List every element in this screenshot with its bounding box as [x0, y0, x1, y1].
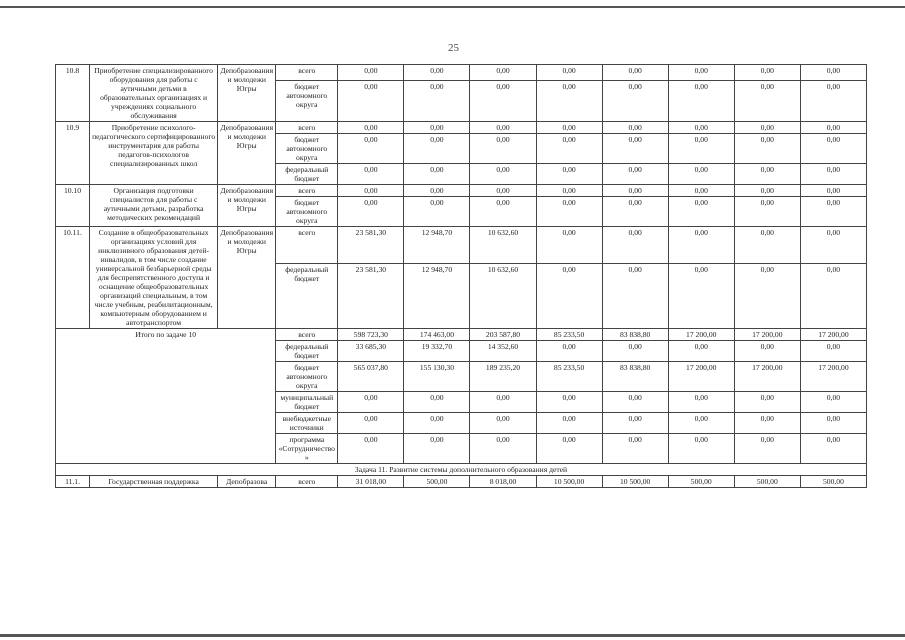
funding-source: программа «Сотрудничество»	[276, 434, 338, 464]
amount-cell: 0,00	[338, 65, 404, 81]
amount-cell: 0,00	[404, 164, 470, 185]
funding-source: всего	[276, 185, 338, 197]
measure-name: Организация подготовки специалистов для работы с аутичными детьми, разработка методических рекомендаций	[90, 185, 218, 227]
row-id: 10.8	[56, 65, 90, 122]
total-label: Итого по задаче 10	[56, 329, 276, 464]
amount-cell: 17 200,00	[800, 362, 866, 392]
amount-cell: 12 948,70	[404, 227, 470, 264]
funding-source: бюджет автономного округа	[276, 134, 338, 164]
amount-cell: 500,00	[800, 476, 866, 488]
budget-table	[55, 64, 867, 488]
amount-cell: 0,00	[668, 413, 734, 434]
amount-cell: 0,00	[536, 413, 602, 434]
amount-cell: 0,00	[470, 392, 536, 413]
funding-source: бюджет автономного округа	[276, 197, 338, 227]
measure-name: Государственная поддержка	[90, 476, 218, 488]
amount-cell: 0,00	[800, 264, 866, 329]
amount-cell: 0,00	[602, 134, 668, 164]
amount-cell: 0,00	[536, 341, 602, 362]
amount-cell: 0,00	[800, 134, 866, 164]
amount-cell: 0,00	[734, 81, 800, 122]
amount-cell: 12 948,70	[404, 264, 470, 329]
amount-cell: 0,00	[668, 185, 734, 197]
page-number: 25	[448, 42, 459, 54]
amount-cell: 17 200,00	[668, 329, 734, 341]
row-id: 10.9	[56, 122, 90, 185]
table-row	[56, 227, 867, 264]
amount-cell: 0,00	[602, 434, 668, 464]
task-header-row	[56, 464, 867, 476]
amount-cell: 0,00	[536, 197, 602, 227]
funding-source: всего	[276, 122, 338, 134]
amount-cell: 8 018,00	[470, 476, 536, 488]
amount-cell: 0,00	[734, 434, 800, 464]
amount-cell: 0,00	[470, 134, 536, 164]
amount-cell: 0,00	[470, 164, 536, 185]
amount-cell: 0,00	[536, 227, 602, 264]
amount-cell: 0,00	[734, 122, 800, 134]
amount-cell: 0,00	[338, 185, 404, 197]
amount-cell: 0,00	[404, 122, 470, 134]
amount-cell: 0,00	[404, 197, 470, 227]
row-id: 10.10	[56, 185, 90, 227]
amount-cell: 0,00	[536, 65, 602, 81]
amount-cell: 0,00	[470, 434, 536, 464]
amount-cell: 0,00	[668, 197, 734, 227]
funding-source: всего	[276, 329, 338, 341]
amount-cell: 23 581,30	[338, 264, 404, 329]
amount-cell: 0,00	[338, 164, 404, 185]
amount-cell: 0,00	[734, 227, 800, 264]
funding-source: федеральный бюджет	[276, 341, 338, 362]
amount-cell: 19 332,70	[404, 341, 470, 362]
amount-cell: 0,00	[668, 434, 734, 464]
amount-cell: 10 632,60	[470, 227, 536, 264]
amount-cell: 0,00	[536, 264, 602, 329]
amount-cell: 0,00	[734, 65, 800, 81]
amount-cell: 0,00	[338, 134, 404, 164]
amount-cell: 0,00	[602, 122, 668, 134]
amount-cell: 0,00	[470, 81, 536, 122]
amount-cell: 0,00	[338, 392, 404, 413]
amount-cell: 83 838,80	[602, 329, 668, 341]
amount-cell: 0,00	[668, 392, 734, 413]
amount-cell: 0,00	[602, 413, 668, 434]
amount-cell: 0,00	[800, 164, 866, 185]
amount-cell: 17 200,00	[800, 329, 866, 341]
amount-cell: 500,00	[404, 476, 470, 488]
amount-cell: 0,00	[602, 65, 668, 81]
amount-cell: 0,00	[536, 134, 602, 164]
amount-cell: 0,00	[536, 122, 602, 134]
funding-source: бюджет автономного округа	[276, 362, 338, 392]
table-row	[56, 65, 867, 81]
task-title: Задача 11. Развитие системы дополнительного образования детей	[56, 464, 867, 476]
amount-cell: 0,00	[404, 65, 470, 81]
amount-cell: 500,00	[668, 476, 734, 488]
amount-cell: 0,00	[602, 341, 668, 362]
amount-cell: 0,00	[602, 185, 668, 197]
amount-cell: 0,00	[734, 134, 800, 164]
amount-cell: 10 500,00	[536, 476, 602, 488]
amount-cell: 10 500,00	[602, 476, 668, 488]
row-id: 10.11.	[56, 227, 90, 329]
amount-cell: 0,00	[602, 264, 668, 329]
amount-cell: 0,00	[800, 81, 866, 122]
amount-cell: 0,00	[404, 434, 470, 464]
table-row	[56, 476, 867, 488]
amount-cell: 0,00	[734, 264, 800, 329]
responsible: Депобразования и молодежи Югры	[218, 227, 276, 329]
amount-cell: 0,00	[800, 185, 866, 197]
bottom-scan-edge	[0, 634, 905, 637]
amount-cell: 0,00	[800, 413, 866, 434]
amount-cell: 0,00	[536, 164, 602, 185]
amount-cell: 203 587,80	[470, 329, 536, 341]
amount-cell: 0,00	[470, 185, 536, 197]
amount-cell: 0,00	[338, 197, 404, 227]
funding-source: внебюджетные источники	[276, 413, 338, 434]
responsible: Депобразования и молодежи Югры	[218, 185, 276, 227]
amount-cell: 0,00	[338, 122, 404, 134]
amount-cell: 0,00	[404, 413, 470, 434]
responsible: Депобразования и молодежи Югры	[218, 65, 276, 122]
amount-cell: 0,00	[734, 413, 800, 434]
amount-cell: 17 200,00	[668, 362, 734, 392]
amount-cell: 0,00	[536, 434, 602, 464]
amount-cell: 0,00	[602, 227, 668, 264]
funding-source: федеральный бюджет	[276, 264, 338, 329]
amount-cell: 0,00	[668, 81, 734, 122]
amount-cell: 85 233,50	[536, 329, 602, 341]
funding-source: всего	[276, 65, 338, 81]
amount-cell: 565 037,80	[338, 362, 404, 392]
amount-cell: 0,00	[668, 227, 734, 264]
funding-source: федеральный бюджет	[276, 164, 338, 185]
amount-cell: 0,00	[338, 81, 404, 122]
responsible: Депобразования и молодежи Югры	[218, 122, 276, 185]
measure-name: Приобретение психолого-педагогического сертифицированного инструментария для работы педагогов-психологов специализированных школ	[90, 122, 218, 185]
amount-cell: 0,00	[602, 164, 668, 185]
amount-cell: 0,00	[602, 197, 668, 227]
amount-cell: 0,00	[800, 227, 866, 264]
funding-source: бюджет автономного округа	[276, 81, 338, 122]
amount-cell: 0,00	[668, 65, 734, 81]
amount-cell: 0,00	[800, 122, 866, 134]
amount-cell: 0,00	[404, 185, 470, 197]
amount-cell: 17 200,00	[734, 362, 800, 392]
amount-cell: 0,00	[668, 164, 734, 185]
amount-cell: 0,00	[800, 197, 866, 227]
amount-cell: 0,00	[338, 413, 404, 434]
amount-cell: 0,00	[470, 413, 536, 434]
measure-name: Создание в общеобразовательных организациях условий для инклюзивного образования детей-инвалидов, в том числе создание универсальной безбарьерной среды для беспрепятственного доступа и оснащение общеобразовательных организаций специальным, в том числе учебным, реабилитационным, компьютерным оборудованием и автотранспортом	[90, 227, 218, 329]
funding-source: муниципальный бюджет	[276, 392, 338, 413]
amount-cell: 0,00	[668, 122, 734, 134]
amount-cell: 0,00	[404, 81, 470, 122]
amount-cell: 598 723,30	[338, 329, 404, 341]
amount-cell: 174 463,00	[404, 329, 470, 341]
amount-cell: 85 233,50	[536, 362, 602, 392]
measure-name: Приобретение специализированного оборудования для работы с аутичными детьми в образовательных организациях и учреждениях социального обслуживания	[90, 65, 218, 122]
amount-cell: 0,00	[404, 392, 470, 413]
amount-cell: 0,00	[734, 185, 800, 197]
amount-cell: 0,00	[470, 65, 536, 81]
amount-cell: 0,00	[668, 341, 734, 362]
amount-cell: 83 838,80	[602, 362, 668, 392]
amount-cell: 0,00	[734, 341, 800, 362]
funding-source: всего	[276, 476, 338, 488]
amount-cell: 155 130,30	[404, 362, 470, 392]
table-row	[56, 185, 867, 197]
amount-cell: 17 200,00	[734, 329, 800, 341]
amount-cell: 10 632,60	[470, 264, 536, 329]
amount-cell: 0,00	[800, 392, 866, 413]
amount-cell: 0,00	[734, 197, 800, 227]
amount-cell: 0,00	[800, 341, 866, 362]
amount-cell: 189 235,20	[470, 362, 536, 392]
amount-cell: 0,00	[734, 392, 800, 413]
amount-cell: 0,00	[668, 264, 734, 329]
top-scan-edge	[0, 6, 905, 8]
total-row	[56, 329, 867, 341]
amount-cell: 0,00	[470, 197, 536, 227]
amount-cell: 14 352,60	[470, 341, 536, 362]
amount-cell: 0,00	[338, 434, 404, 464]
funding-source: всего	[276, 227, 338, 264]
responsible: Депобразова	[218, 476, 276, 488]
amount-cell: 0,00	[602, 81, 668, 122]
amount-cell: 0,00	[734, 164, 800, 185]
amount-cell: 33 685,30	[338, 341, 404, 362]
amount-cell: 31 018,00	[338, 476, 404, 488]
amount-cell: 23 581,30	[338, 227, 404, 264]
amount-cell: 0,00	[668, 134, 734, 164]
amount-cell: 0,00	[536, 392, 602, 413]
amount-cell: 0,00	[536, 185, 602, 197]
table-row	[56, 122, 867, 134]
amount-cell: 0,00	[404, 134, 470, 164]
row-id: 11.1.	[56, 476, 90, 488]
amount-cell: 0,00	[536, 81, 602, 122]
amount-cell: 0,00	[800, 65, 866, 81]
table-body	[56, 65, 867, 488]
amount-cell: 0,00	[470, 122, 536, 134]
amount-cell: 500,00	[734, 476, 800, 488]
amount-cell: 0,00	[602, 392, 668, 413]
amount-cell: 0,00	[800, 434, 866, 464]
